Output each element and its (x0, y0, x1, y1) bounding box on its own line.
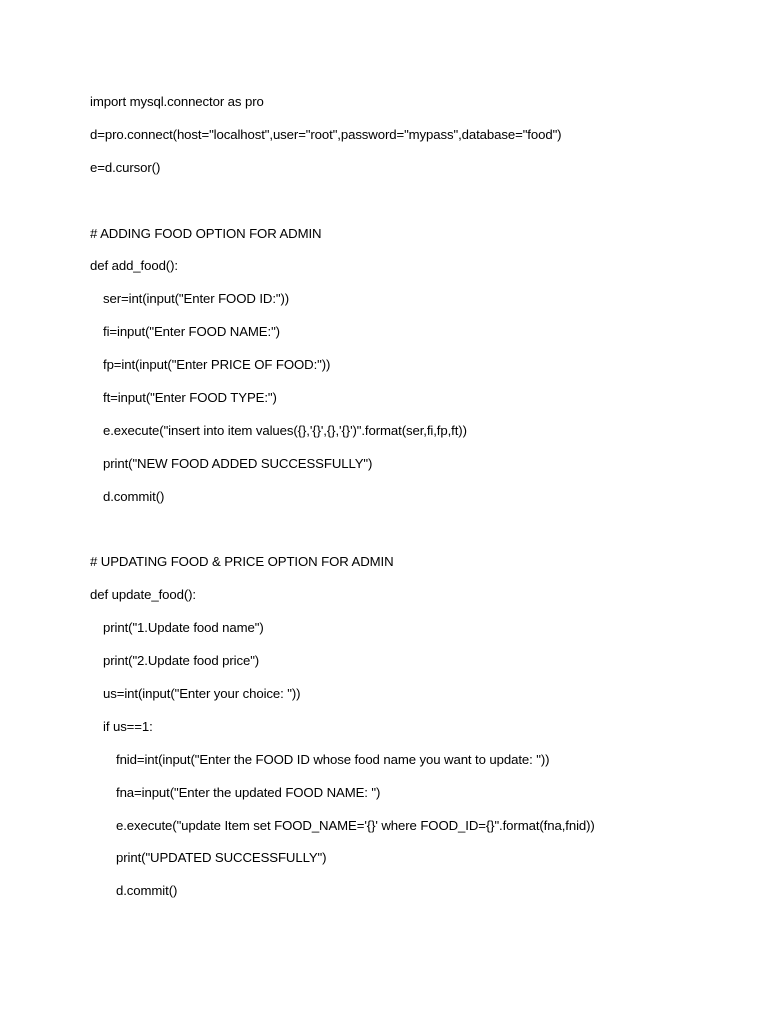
code-block (90, 91, 740, 913)
blank-line (90, 519, 740, 552)
code-line: print("1.Update food name") (103, 620, 264, 636)
code-line: print("2.Update food price") (103, 653, 260, 669)
code-comment: # UPDATING FOOD & PRICE OPTION FOR ADMIN (90, 554, 394, 570)
code-line: d.commit() (103, 488, 165, 504)
code-line: print("NEW FOOD ADDED SUCCESSFULLY") (103, 455, 373, 471)
code-line: import mysql.connector as pro (90, 94, 264, 109)
function-definition: def add_food(): (90, 258, 178, 274)
code-line: e.execute("update Item set FOOD_NAME='{}' where FOOD_ID={}".format(fna,fnid)) (116, 817, 595, 833)
code-line: if us==1: (103, 718, 153, 734)
code-line: fp=int(input("Enter PRICE OF FOOD:")) (103, 357, 331, 373)
blank-line (90, 190, 740, 223)
code-line: e.execute("insert into item values({},'{}',{},'{}')".format(ser,fi,fp,ft)) (103, 422, 467, 438)
code-line: e=d.cursor() (90, 159, 161, 175)
code-line: fnid=int(input("Enter the FOOD ID whose food name you want to update: ")) (116, 751, 550, 767)
code-line: ser=int(input("Enter FOOD ID:")) (103, 291, 290, 307)
code-line: fi=input("Enter FOOD NAME:") (103, 324, 280, 340)
code-line: d=pro.connect(host="localhost",user="root",password="mypass",database="food") (90, 126, 562, 142)
code-comment: # ADDING FOOD OPTION FOR ADMIN (90, 225, 322, 241)
code-line: d.commit() (116, 883, 178, 899)
function-definition: def update_food(): (90, 587, 196, 603)
code-line: us=int(input("Enter your choice: ")) (103, 686, 301, 702)
code-line: ft=input("Enter FOOD TYPE:") (103, 390, 277, 406)
code-line: fna=input("Enter the updated FOOD NAME: ") (116, 784, 381, 800)
code-line: print("UPDATED SUCCESSFULLY") (116, 850, 327, 866)
